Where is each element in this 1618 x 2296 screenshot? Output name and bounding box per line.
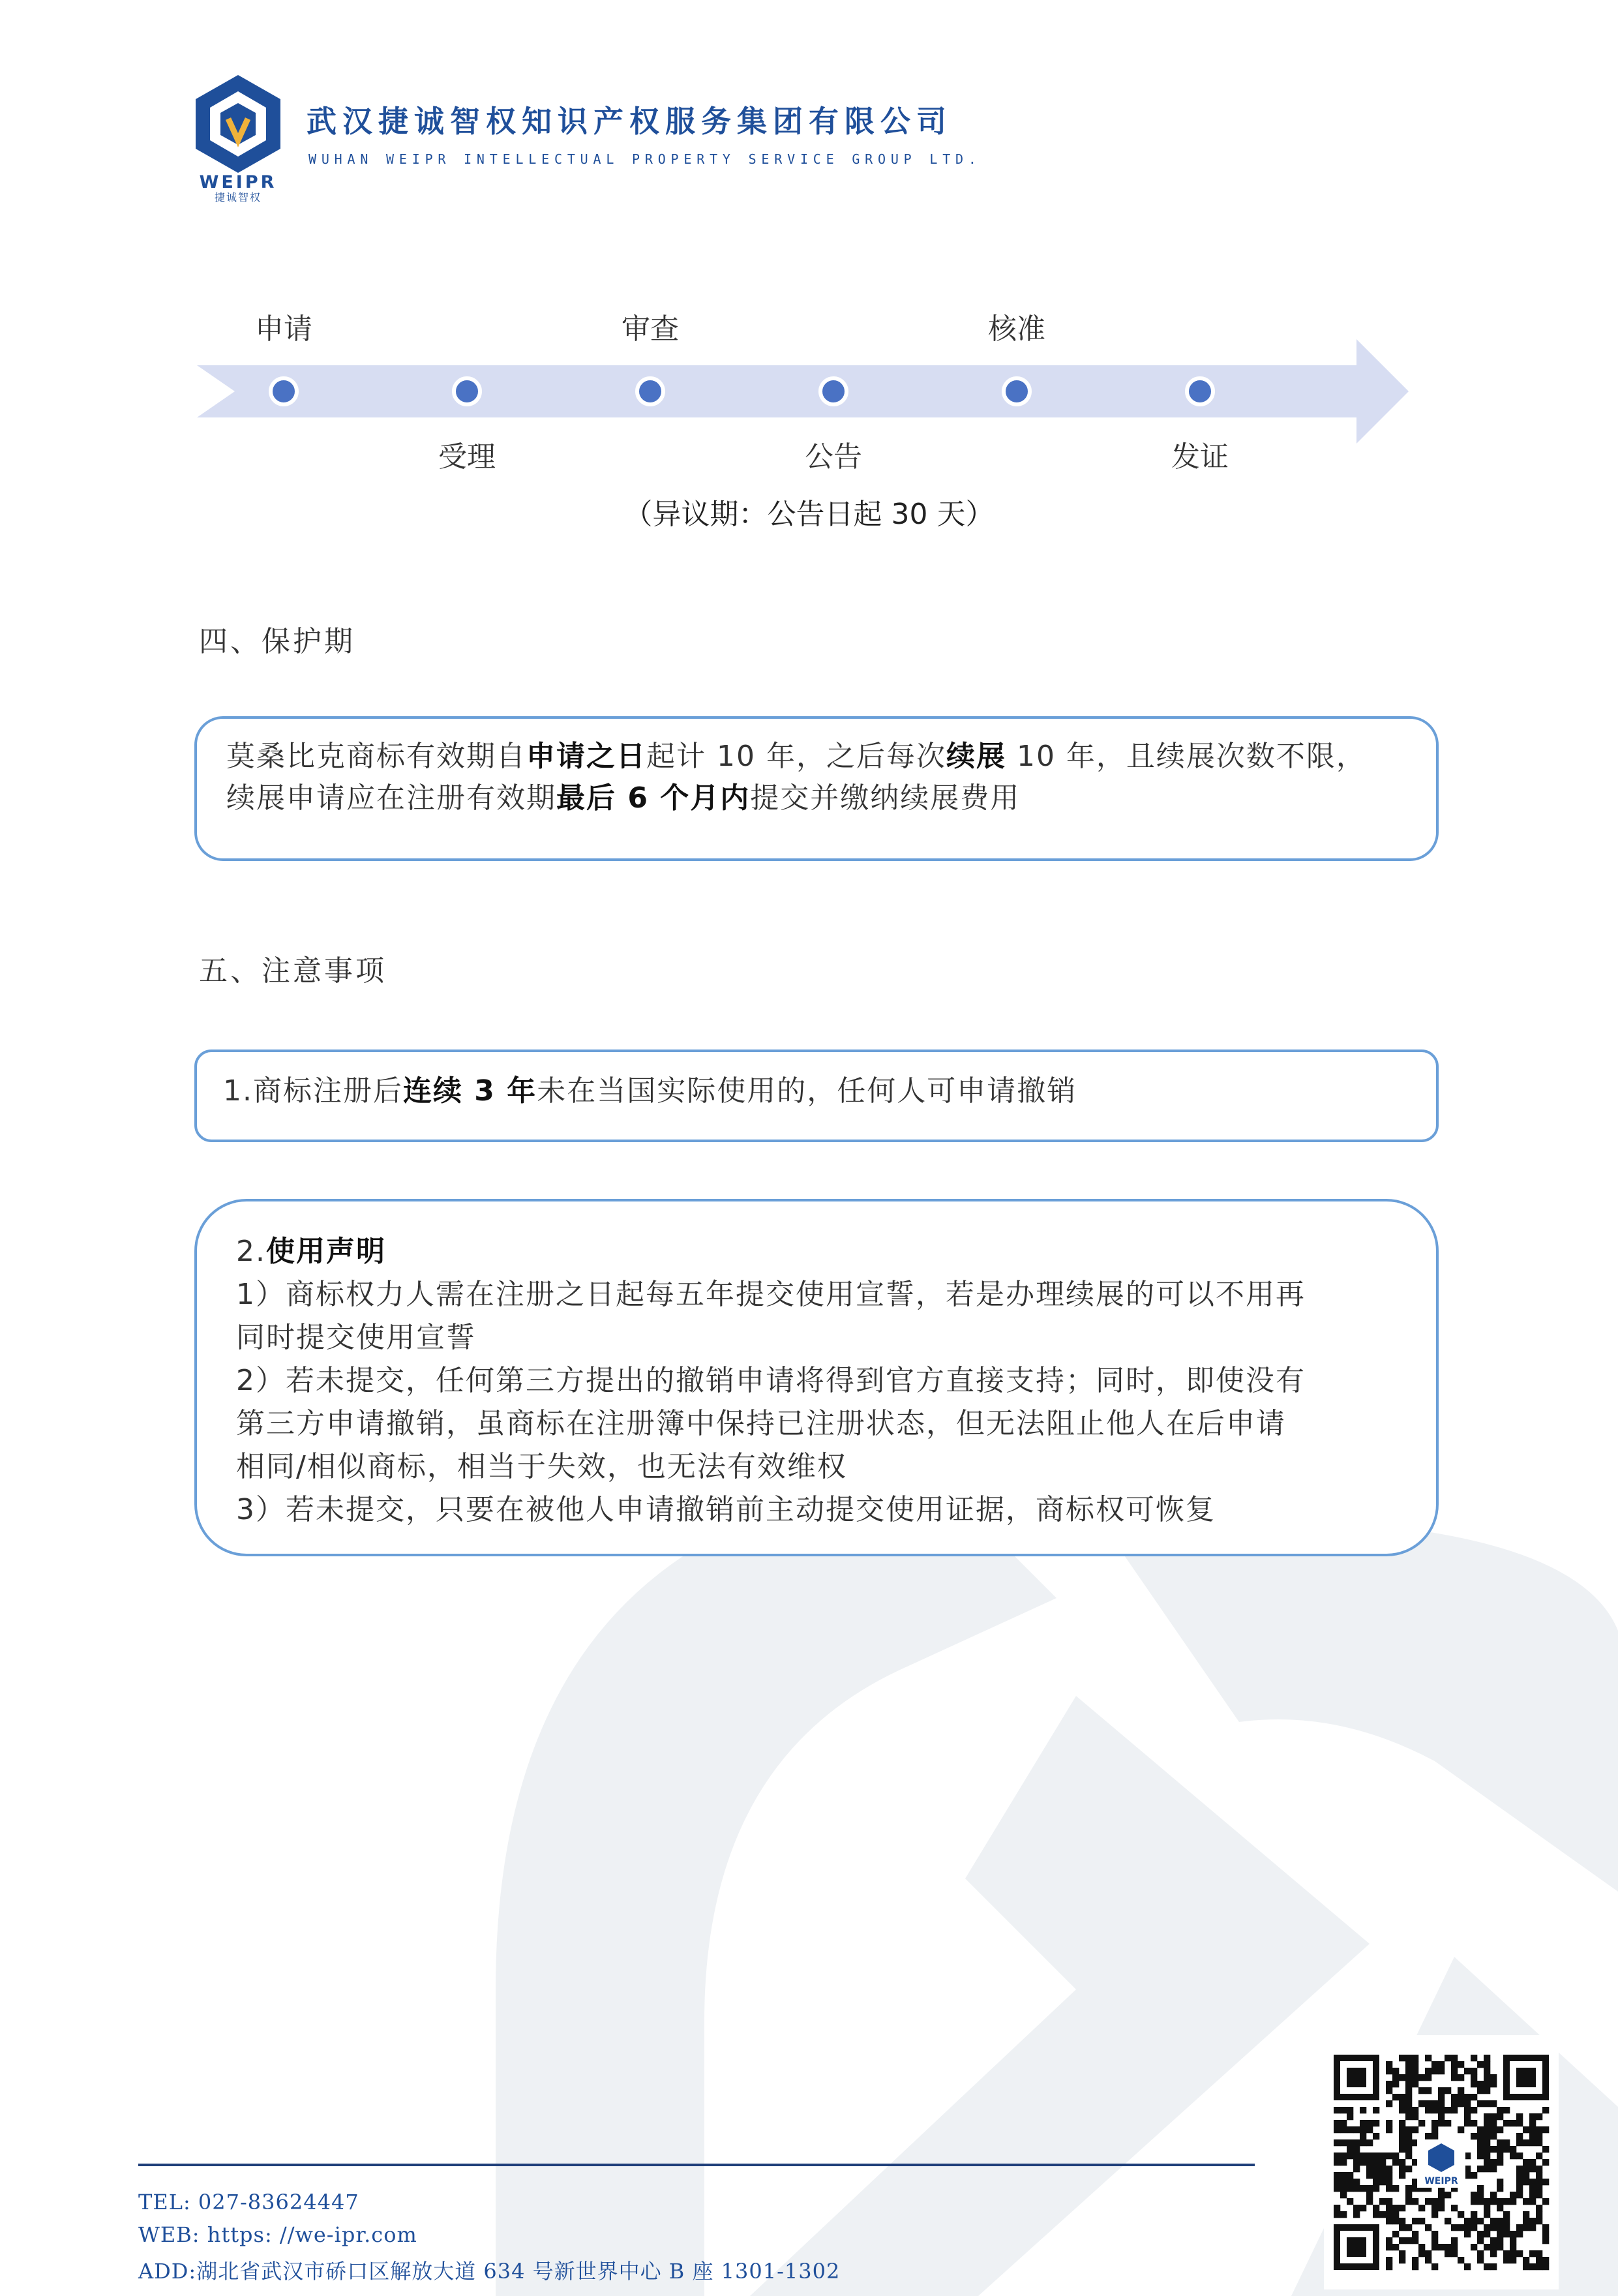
process-timeline	[189, 339, 1422, 444]
protection-period-box	[194, 716, 1439, 861]
section-heading-protection: 四、保护期	[199, 625, 355, 658]
non-use-cancellation-box	[194, 1050, 1439, 1142]
use-declaration-line: 1）商标权力人需在注册之日起每五年提交使用宣誓，若是办理续展的可以不用再	[236, 1278, 1306, 1311]
note-item-1: 1.商标注册后连续 3 年未在当国实际使用的，任何人可申请撤销	[223, 1074, 1077, 1108]
step-acceptance: 受理	[438, 440, 496, 474]
use-declaration-line: 同时提交使用宣誓	[236, 1321, 476, 1354]
use-declaration-line: 2）若未提交，任何第三方提出的撤销申请将得到官方直接支持；同时，即使没有	[236, 1364, 1306, 1397]
footer-divider	[138, 2164, 1255, 2166]
timeline-dot	[820, 378, 846, 404]
timeline-dot	[637, 378, 663, 404]
use-declaration-box	[194, 1199, 1439, 1556]
company-name-cn: 武汉捷诚智权知识产权服务集团有限公司	[307, 104, 952, 139]
step-examination: 审查	[622, 312, 679, 346]
footer-address: ADD:湖北省武汉市硚口区解放大道 634 号新世界中心 B 座 1301-1302	[138, 2259, 841, 2284]
timeline-arrow	[189, 339, 1422, 444]
section-heading-notes: 五、注意事项	[199, 954, 387, 988]
qr-logo-text: WEIPR	[1424, 2176, 1458, 2186]
protection-line-1: 莫桑比克商标有效期自申请之日起计 10 年，之后每次续展 10 年，且续展次数不限，	[226, 740, 1366, 773]
qr-code	[1324, 2035, 1559, 2289]
timeline-dot	[1004, 378, 1030, 404]
timeline-dot	[454, 378, 480, 404]
step-approval: 核准	[988, 312, 1045, 346]
footer-web: WEB: https: //we-ipr.com	[138, 2222, 417, 2247]
step-publication: 公告	[805, 440, 862, 474]
protection-line-2: 续展申请应在注册有效期最后 6 个月内提交并缴纳续展费用	[226, 781, 1021, 815]
footer-tel: TEL: 027-83624447	[138, 2190, 359, 2214]
step-certificate: 发证	[1171, 440, 1229, 474]
step-apply: 申请	[255, 312, 312, 346]
weipr-logo	[183, 72, 293, 202]
use-declaration-line: 相同/相似商标，相当于失效，也无法有效维权	[236, 1450, 847, 1483]
use-declaration-line: 3）若未提交，只要在被他人申请撤销前主动提交使用证据，商标权可恢复	[236, 1493, 1216, 1526]
logo-text: WEIPR	[199, 172, 277, 192]
use-declaration-title: 2.使用声明	[236, 1235, 386, 1268]
use-declaration-line: 第三方申请撤销，虽商标在注册簿中保持已注册状态，但无法阻止他人在后申请	[236, 1407, 1286, 1440]
timeline-dot	[1187, 378, 1213, 404]
opposition-period-note: （异议期：公告日起 30 天）	[623, 498, 995, 531]
logo-subtext: 捷诚智权	[214, 191, 262, 202]
timeline-dot	[271, 378, 297, 404]
company-name-en: WUHAN WEIPR INTELLECTUAL PROPERTY SERVICE GROUP LTD.	[308, 151, 981, 167]
